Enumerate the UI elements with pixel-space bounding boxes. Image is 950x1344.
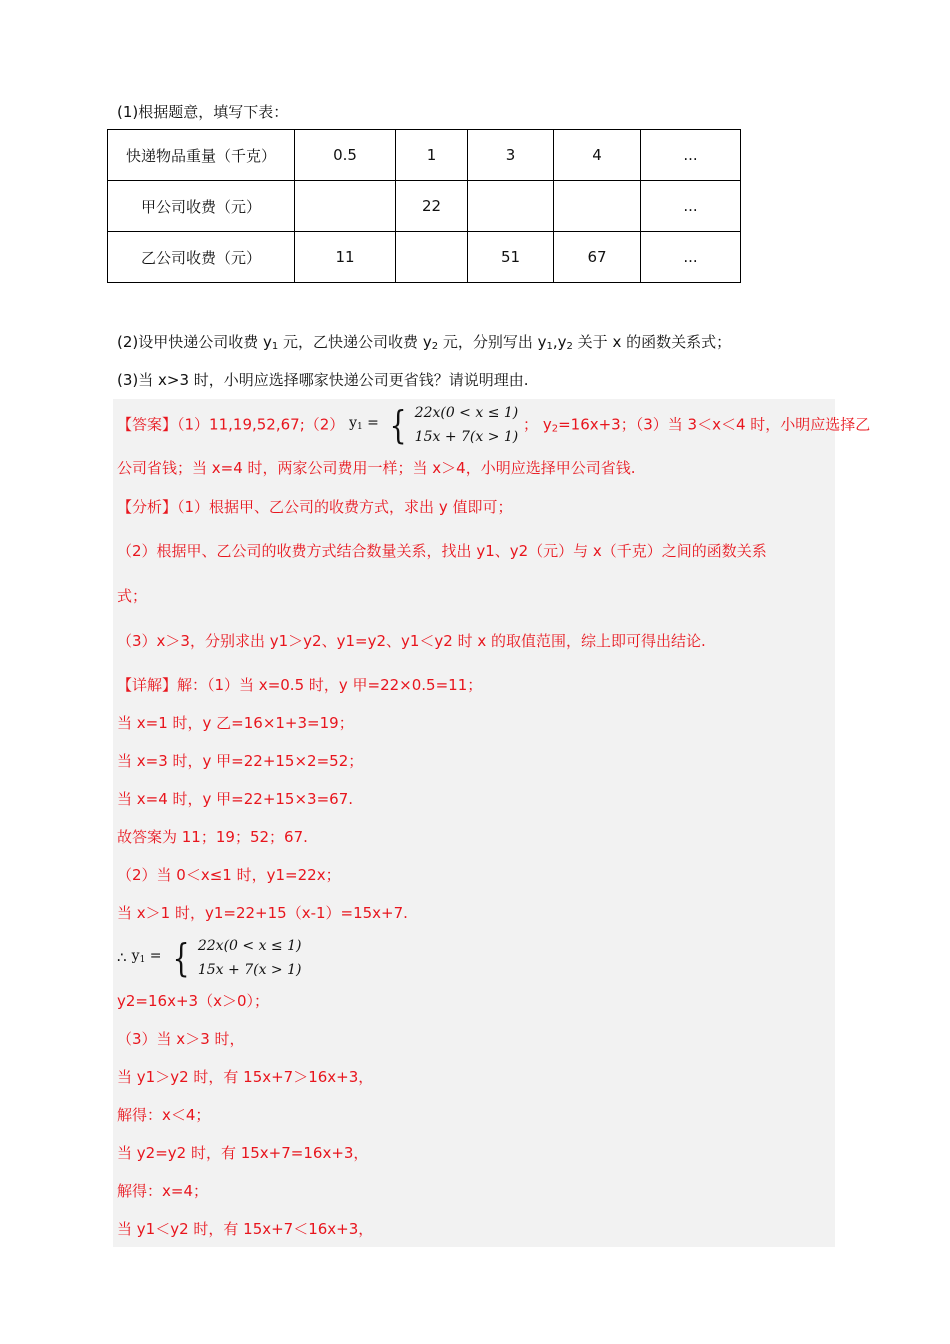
detail-11: 解得：x＜4； — [117, 1106, 211, 1124]
table-row — [108, 130, 741, 181]
table-cell: 0.5 — [295, 130, 396, 181]
table-cell — [295, 181, 396, 232]
piecewise-formula: $y_1$ = { 22x(0 < x ≤ 1) 15x + 7(x > 1) — [349, 403, 519, 447]
detail-6: （2）当 0＜x≤1 时，y1=22x； — [117, 866, 341, 884]
table-cell: ... — [641, 181, 741, 232]
table-cell: 快递物品重量（千克） — [108, 130, 295, 181]
table-row — [108, 232, 741, 283]
detail-9: （3）当 x＞3 时， — [117, 1030, 245, 1048]
table-cell: 51 — [468, 232, 554, 283]
analysis-2: （2）根据甲、乙公司的收费方式结合数量关系，找出 y1、y2（元）与 x（千克）之间的函数关系 — [117, 542, 767, 560]
table-cell: 甲公司收费（元） — [108, 181, 295, 232]
table-cell: 1 — [396, 130, 468, 181]
question-part1: (1)根据题意，填写下表： — [117, 103, 289, 121]
question-part2: (2)设甲快递公司收费 $y_1$ 元，乙快递公司收费 $y_2$ 元，分别写出 $y_1,y_2$ 关于 x 的函数关系式； — [117, 333, 732, 352]
table-cell — [396, 232, 468, 283]
question-part3: (3)当 x>3 时，小明应选择哪家快递公司更省钱？请说明理由. — [117, 371, 529, 389]
table-cell: ... — [641, 130, 741, 181]
fee-table — [107, 129, 741, 283]
answer-line1: 【答案】（1）11,19,52,67;（2） $y_1$ = { 22x(0 < x ≤ 1) 15x + 7(x > 1) ； $y_2=16x+3$；（3）当 3＜x＜4 时，小明应选择乙 — [117, 403, 871, 447]
piecewise-formula: $y_1$ = { 22x(0 < x ≤ 1) 15x + 7(x > 1) — [131, 936, 302, 980]
detail-4: 当 x=4 时，y 甲=22+15×3=67. — [117, 790, 354, 808]
left-brace-icon: { — [172, 936, 190, 980]
therefore-formula — [117, 931, 301, 985]
table-cell: 3 — [468, 130, 554, 181]
analysis-2b: 式； — [117, 587, 148, 605]
answer-line2: 公司省钱；当 x=4 时，两家公司费用一样；当 x＞4，小明应选择甲公司省钱. — [117, 459, 636, 477]
table-cell: 4 — [554, 130, 641, 181]
analysis-1: 【分析】（1）根据甲、乙公司的收费方式，求出 y 值即可； — [117, 498, 513, 516]
detail-13: 解得：x=4； — [117, 1182, 208, 1200]
detail-14: 当 y1＜y2 时，有 15x+7＜16x+3， — [117, 1220, 374, 1238]
detail-10: 当 y1＞y2 时，有 15x+7＞16x+3， — [117, 1068, 374, 1086]
solution-block — [113, 399, 871, 1247]
detail-7: 当 x＞1 时，y1=22+15（x-1）=15x+7. — [117, 904, 408, 922]
table-cell: 67 — [554, 232, 641, 283]
table-cell: ... — [641, 232, 741, 283]
table-cell — [468, 181, 554, 232]
detail-2: 当 x=1 时，y 乙=16×1+3=19； — [117, 714, 354, 732]
detail-1: 【详解】解：（1）当 x=0.5 时，y 甲=22×0.5=11； — [117, 676, 483, 694]
detail-12: 当 y2=y2 时，有 15x+7=16x+3， — [117, 1144, 369, 1162]
left-brace-icon: { — [389, 403, 407, 447]
table-cell — [554, 181, 641, 232]
table-row — [108, 181, 741, 232]
table-cell: 11 — [295, 232, 396, 283]
detail-5: 故答案为 11；19；52；67. — [117, 828, 308, 846]
analysis-3: （3）x＞3，分别求出 y1＞y2、y1=y2、y1＜y2 时 x 的取值范围，综上即可得出结论. — [117, 632, 706, 650]
table-cell: 乙公司收费（元） — [108, 232, 295, 283]
therefore-symbol: ∴ — [117, 948, 127, 967]
table-cell: 22 — [396, 181, 468, 232]
detail-8: y2=16x+3（x＞0）； — [117, 992, 269, 1010]
detail-3: 当 x=3 时，y 甲=22+15×2=52； — [117, 752, 364, 770]
